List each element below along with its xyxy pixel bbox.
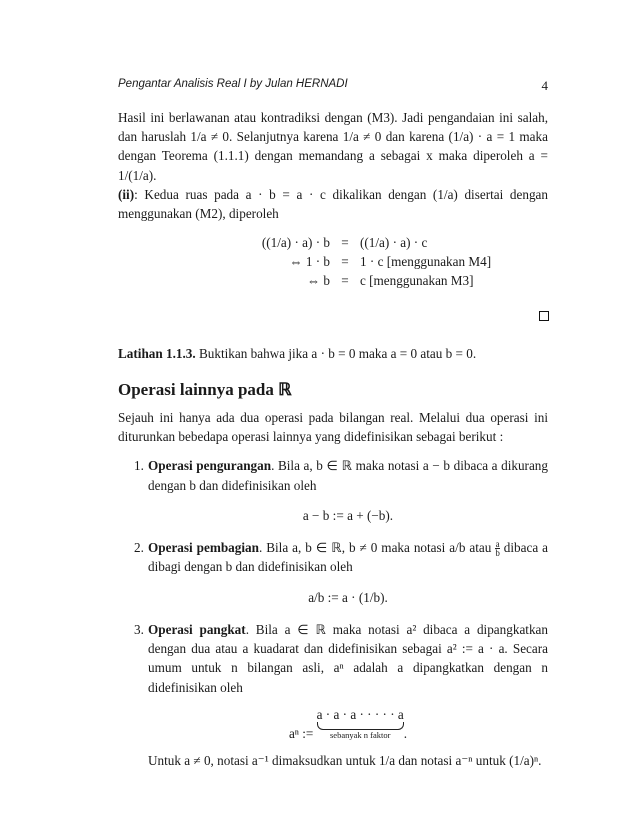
list-item-number: 1. [134,458,144,474]
formula-lhs: aⁿ := [288,725,317,741]
formula [148,705,548,743]
item-label-ii: (ii) [118,186,135,202]
running-header [118,78,548,93]
list-item-text-cont: dibaca a dibagi dengan b dan didefinisikan oleh [148,540,549,575]
paragraph-2 [118,185,548,223]
equation-rhs: c [menggunakan M3] [360,273,474,289]
underbrace-group [317,705,404,740]
equation-relation: = [341,254,349,270]
formula-product: a · a · a · · · · · a [316,706,404,722]
equation-relation: = [341,235,349,251]
equation-line [118,271,548,290]
list-item-number: 2. [134,540,144,556]
section-title: Operasi lainnya pada ℝ [118,380,292,399]
equation-lhs: ((1/a) · a) · b [261,235,330,251]
equation-array [118,233,548,290]
list-item-text: . Bila a, b ∈ ℝ, b ≠ 0 maka notasi a/b atau [258,540,492,556]
equation-relation: = [341,273,349,289]
list-item-text: . Bila a, b ∈ ℝ maka notasi a − b dibaca a dikurang dengan b dan didefinisikan oleh [148,458,548,493]
paragraph-2-text: : Kedua ruas pada a · b = a · c dikalikan dengan (1/a) disertai dengan menggunakan (M2), diperoleh [118,186,548,222]
fraction-denominator: b [495,548,500,559]
list-item-after: Untuk a ≠ 0, notasi a⁻¹ dimaksudkan untuk 1/a dan notasi a⁻ⁿ untuk (1/a)ⁿ. [148,753,542,769]
underbrace-label: sebanyak n faktor [329,729,391,740]
equation-lhs: ⇔ 1 · b [289,254,330,270]
section-intro: Sejauh ini hanya ada dua operasi pada bilangan real. Melalui dua operasi ini diturunkan bebedapa operasi lainnya yang didefinisikan sebagai berikut : [118,410,548,445]
paragraph-1: Hasil ini berlawanan atau kontradiksi dengan (M3). Jadi pengandaian ini salah, dan haruslah 1/a ≠ 0. Selanjutnya karena 1/a ≠ 0 dan karena (1/a) · a = 1 maka dengan Teorema (1.1.1) dengan memandang a sebagai x maka diperoleh a = 1/(1/a). [118,110,548,183]
list-item [118,538,548,607]
proof-body [118,108,548,290]
exercise-label: Latihan 1.1.3. [118,346,196,361]
list-item-title: Operasi pengurangan [148,458,272,474]
page-number: 4 [541,78,548,93]
equation-rhs: 1 · c [menggunakan M4] [360,254,492,270]
underbrace-icon [317,722,404,730]
qed-square-icon [539,311,549,321]
formula: a/b := a · (1/b). [308,589,388,605]
list-item [118,456,548,525]
list-item [118,620,548,770]
running-title: Pengantar Analisis Real I by Julan HERNADI [118,78,348,90]
fraction-numerator: a [495,539,500,550]
equation-line [118,233,548,252]
list-item-title: Operasi pangkat [148,621,246,637]
formula: a − b := a + (−b). [302,507,394,523]
equation-line [118,252,548,271]
section-body [118,408,548,770]
list-item-title: Operasi pembagian [148,540,259,556]
exercise-text: Buktikan bahwa jika a · b = 0 maka a = 0 atau b = 0. [198,346,477,361]
formula-end: . [403,725,408,741]
equation-lhs: ⇔ b [306,273,330,289]
exercise [118,346,548,362]
fraction [495,540,500,557]
list-item-text: . Bila a ∈ ℝ maka notasi a² dibaca a dipangkatkan dengan dua atau a kuadarat dan didefinisikan sebagai a² := a · a. Secara umum untuk n bilangan asli, aⁿ adalah a dipangkatkan dengan n didefinisikan oleh [148,621,549,695]
list-item-number: 3. [134,621,144,637]
equation-rhs: ((1/a) · a) · c [360,235,428,251]
